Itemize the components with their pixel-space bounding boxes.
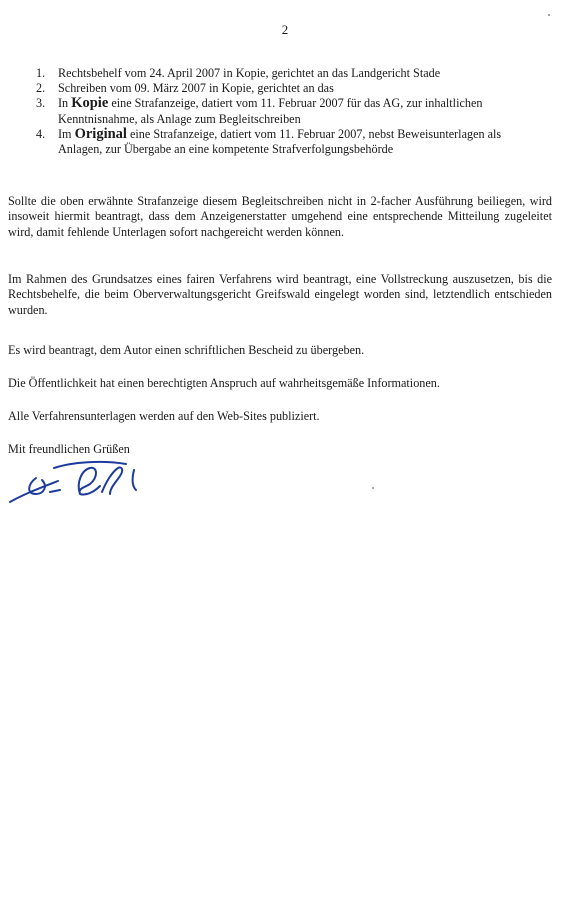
enclosure-number: 1.	[36, 66, 46, 80]
enclosure-number: 3.	[36, 96, 46, 111]
paragraph-written-notice-request: Es wird beantragt, dem Autor einen schriftlichen Bescheid zu übergeben.	[8, 343, 365, 357]
page-number: 2	[281, 22, 289, 37]
enclosure-text: In	[58, 96, 72, 111]
enclosure-text: Rechtsbehelf vom 24. April 2007 in Kopie, gerichtet an das Landgericht Stade	[58, 66, 441, 80]
enclosure-text: eine Strafanzeige, datiert vom 11. Februar 2007 für das AG, zur inhaltlichen Kenntnisnahme, als Anlage zum Begleitschreiben	[58, 96, 483, 126]
enclosure-item	[18, 127, 538, 157]
paragraph-publication-note: Alle Verfahrensunterlagen werden auf den Web-Sites publiziert.	[8, 409, 320, 423]
paragraph-missing-copy-request: Sollte die oben erwähnte Strafanzeige diesem Begleitschreiben nicht in 2-facher Ausführung beiliegen, wird insoweit hiermit beantragt, dass dem Anzeigenerstatter umgehend eine entsprechende Mitteilung zugeleitet wird, damit fehlende Unterlagen sofort nachgereicht werden können.	[8, 194, 552, 239]
enclosure-item	[18, 81, 538, 96]
enclosure-text: eine Strafanzeige, datiert vom 11. Februar 2007, nebst Beweisunterlagen als Anlagen, zur Übergabe an eine kompetente Strafverfolgungsbehörde	[58, 126, 502, 157]
closing-salutation: Mit freundlichen Grüßen	[8, 442, 130, 456]
scan-speck	[548, 14, 550, 16]
enclosure-emphasis: Kopie	[71, 95, 109, 112]
enclosure-emphasis: Original	[74, 125, 127, 142]
enclosure-text: Schreiben vom 09. März 2007 in Kopie, gerichtet an das	[58, 81, 334, 96]
enclosure-item	[18, 96, 538, 126]
enclosure-text: Im	[58, 126, 75, 141]
enclosure-list	[18, 66, 538, 157]
scan-speck	[372, 487, 374, 489]
enclosure-number: 4.	[36, 126, 46, 141]
paragraph-public-information: Die Öffentlichkeit hat einen berechtigten Anspruch auf wahrheitsgemäße Informationen.	[8, 376, 440, 390]
enclosure-item	[18, 66, 538, 81]
enclosure-number: 2.	[36, 81, 46, 96]
handwritten-signature	[6, 448, 156, 508]
paragraph-suspension-request: Im Rahmen des Grundsatzes eines fairen Verfahrens wird beantragt, eine Vollstreckung auszusetzen, bis die Rechtsbehelfe, die beim Oberverwaltungsgericht Greifswald eingelegt worden sind, letztendlich entschieden wurden.	[8, 272, 552, 317]
